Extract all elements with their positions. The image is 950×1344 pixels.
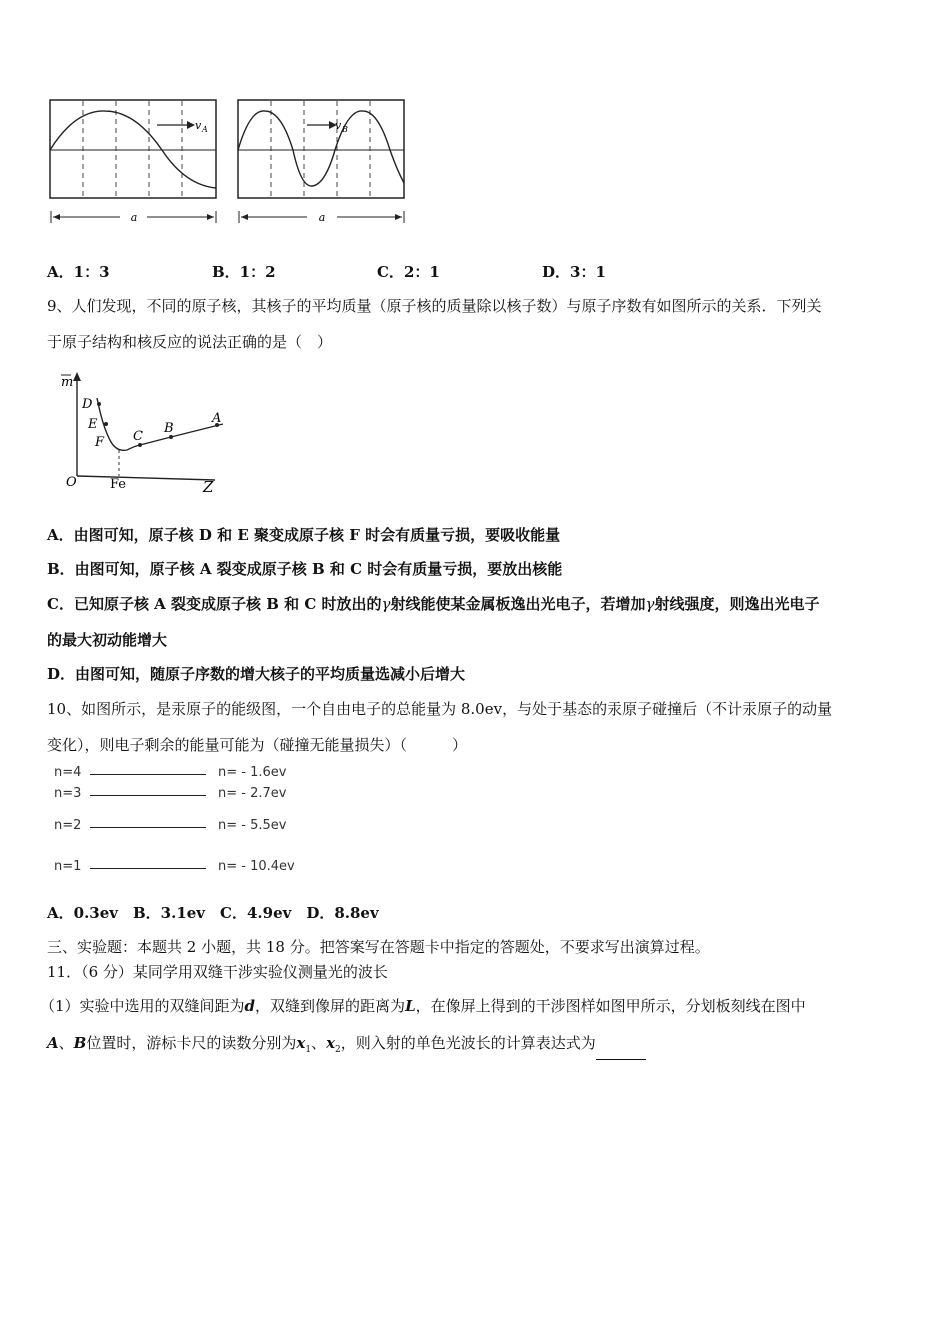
origin-label: O (66, 475, 77, 490)
y-axis-label: m (61, 375, 74, 390)
left-wave-panel (50, 100, 216, 198)
velocity-b-label: v (335, 119, 342, 132)
x-axis-label: Z (203, 478, 214, 496)
q10-stem-line2: 变化），则电子剩余的能量可能为（碰撞无能量损失）（ ） (47, 736, 468, 754)
span-label-right: a (318, 211, 326, 224)
q8-option-c: C．2：1 (377, 263, 440, 281)
q11-part1-line2: A、B位置时，游标卡尺的读数分别为$x_1$、$x_2$，则入射的单色光波长的计算表达式为 (47, 1033, 646, 1060)
wave-figure (45, 95, 415, 230)
q11-part1-line1: （1）实验中选用的双缝间距为d，双缝到像屏的距离为L，在像屏上得到的干涉图样如图甲所示，分划板刻线在图中 (40, 997, 806, 1015)
mass-curve (97, 398, 223, 450)
svg-text:B: B (342, 125, 348, 134)
answer-blank[interactable] (596, 1043, 646, 1060)
q10-options: A．0.3ev B．3.1ev C．4.9ev D．8.8ev (47, 904, 379, 922)
q11-title: 11．（6 分）某同学用双缝干涉实验仪测量光的波长 (47, 963, 388, 981)
q9-option-d: D．由图可知，随原子序数的增大核子的平均质量选减小后增大 (47, 665, 466, 683)
svg-text:B: B (164, 421, 174, 436)
q9-stem-line2: 于原子结构和核反应的说法正确的是（ ） (47, 333, 333, 351)
right-wave-curve (238, 111, 404, 186)
y-axis-arrow-icon (73, 372, 81, 381)
svg-text:E: E (88, 417, 98, 432)
q9-stem-line1: 9、人们发现，不同的原子核，其核子的平均质量（原子核的质量除以核子数）与原子序数有如图所示的关系．下列关 (47, 297, 822, 315)
right-wave-panel (238, 100, 404, 198)
velocity-a-label: v (195, 119, 202, 132)
section3-header: 三、实验题：本题共 2 小题，共 18 分。把答案写在答题卡中指定的答题处，不要求写出演算过程。 (47, 938, 710, 956)
q8-option-d: D．3：1 (542, 263, 606, 281)
q10-stem-line1: 10、如图所示，是汞原子的能级图，一个自由电子的总能量为 8.0ev，与处于基态的汞原子碰撞后（不计汞原子的动量 (47, 700, 833, 718)
svg-text:A: A (212, 411, 222, 426)
q8-option-b: B．1：2 (212, 263, 276, 281)
q9-option-a: A．由图可知，原子核 D 和 E 聚变成原子核 F 时会有质量亏损，要吸收能量 (47, 526, 561, 544)
fe-label: Fe (110, 477, 127, 492)
q9-option-b: B．由图可知，原子核 A 裂变成原子核 B 和 C 时会有质量亏损，要放出核能 (47, 560, 563, 578)
span-label-left: a (130, 211, 138, 224)
binding-mass-graph (55, 368, 235, 498)
q9-option-c-line2: 的最大初动能增大 (47, 631, 168, 649)
left-wave-curve (50, 111, 216, 188)
svg-text:A: A (202, 125, 208, 134)
q8-option-a: A．1：3 (47, 263, 110, 281)
svg-text:D: D (82, 397, 93, 412)
q9-option-c-line1: C．已知原子核 A 裂变成原子核 B 和 C 时放出的γ射线能使某金属板逸出光电子，若增加γ射线强度，则逸出光电子 (47, 595, 820, 613)
svg-text:C: C (133, 429, 143, 444)
svg-text:F: F (95, 435, 105, 450)
